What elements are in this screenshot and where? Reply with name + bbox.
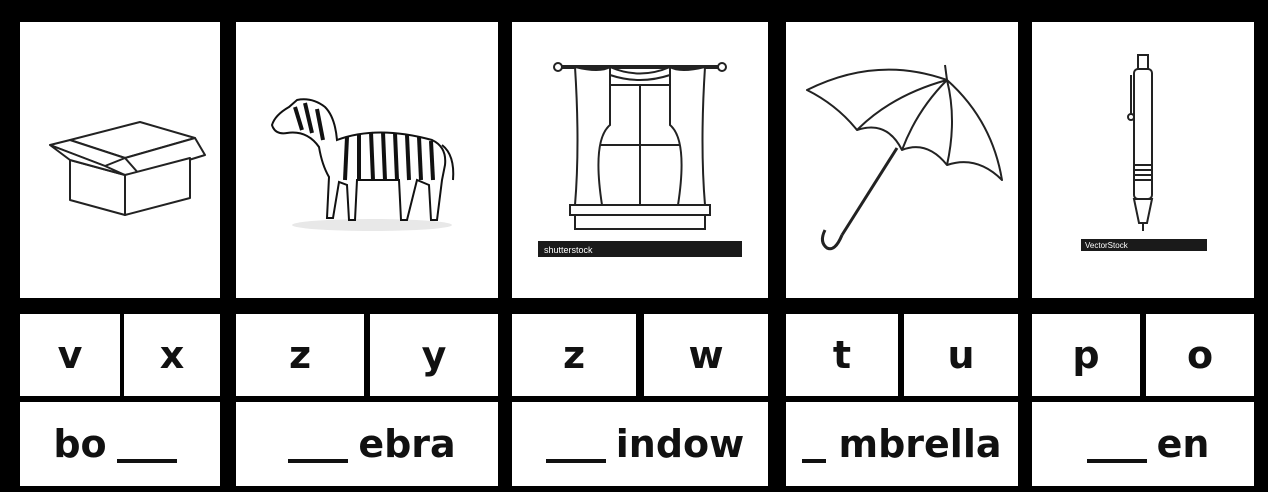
choice-letter[interactable]: v <box>20 314 120 396</box>
letter-blank[interactable] <box>802 425 826 463</box>
word-after: ebra <box>358 422 456 466</box>
window-picture-cell <box>512 22 768 298</box>
word-with-blank <box>20 402 220 486</box>
zebra-icon <box>267 85 467 235</box>
choice-letter[interactable]: o <box>1146 314 1254 396</box>
letter-blank[interactable] <box>117 425 177 463</box>
word-with-blank <box>512 402 768 486</box>
pen-picture-cell <box>1032 22 1254 298</box>
word-after: indow <box>615 422 745 466</box>
zebra-picture-cell <box>236 22 498 298</box>
window-icon <box>530 45 750 275</box>
pen-icon <box>1043 45 1243 275</box>
choice-letter[interactable]: z <box>236 314 364 396</box>
umbrella-picture-cell <box>786 22 1018 298</box>
word-before: bo <box>53 422 107 466</box>
choice-letter[interactable]: t <box>786 314 898 396</box>
choice-letter[interactable]: p <box>1032 314 1140 396</box>
word-with-blank <box>786 402 1018 486</box>
watermark-text: shutterstock <box>544 245 593 255</box>
choice-letter[interactable]: z <box>512 314 636 396</box>
word-after: en <box>1156 422 1210 466</box>
letter-blank[interactable] <box>288 425 348 463</box>
letter-blank[interactable] <box>546 425 606 463</box>
choice-letter[interactable]: u <box>904 314 1018 396</box>
box-picture-cell <box>20 22 220 298</box>
umbrella-icon <box>797 60 1007 260</box>
word-with-blank <box>1032 402 1254 486</box>
watermark-text: VectorStock <box>1085 241 1128 250</box>
box-icon <box>30 100 210 220</box>
choice-letter[interactable]: w <box>644 314 768 396</box>
word-after: mbrella <box>838 422 1002 466</box>
choice-letter[interactable]: y <box>370 314 498 396</box>
word-with-blank <box>236 402 498 486</box>
letter-blank[interactable] <box>1087 425 1147 463</box>
choice-letter[interactable]: x <box>124 314 220 396</box>
